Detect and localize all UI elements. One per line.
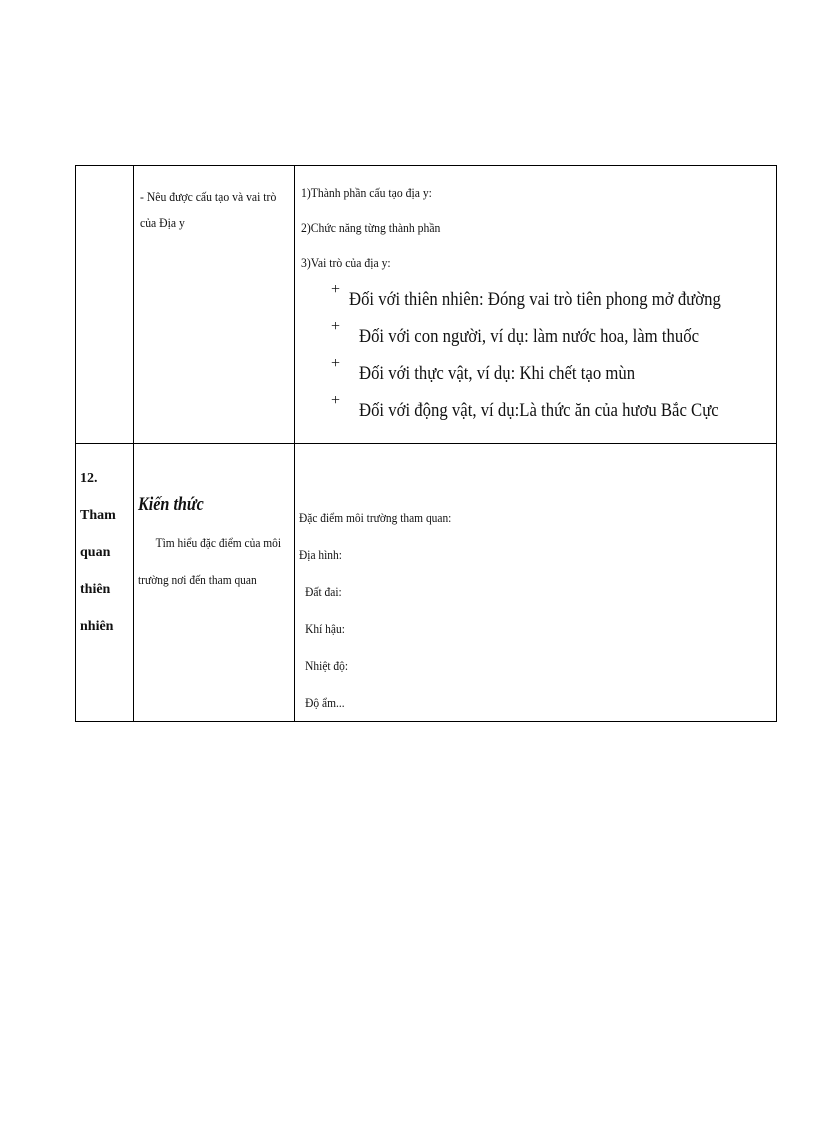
content-line: Đất đai:: [305, 584, 342, 599]
content-cell: [295, 166, 777, 444]
objective-cell: [134, 444, 295, 722]
list-item: [331, 355, 772, 392]
list-item: [331, 281, 772, 318]
content-cell: [295, 444, 777, 722]
objective-text: - Nêu được cấu tạo và vai trò của Địa y: [140, 189, 277, 230]
plus-bullet: +: [331, 281, 341, 298]
lesson-number: 12.: [80, 471, 98, 486]
content-item-2: 2)Chức năng từng thành phần: [301, 220, 441, 235]
list-item: [331, 318, 772, 355]
table-row: [76, 444, 777, 722]
content-line: Khí hậu:: [305, 621, 345, 636]
role-item-animals: Đối với động vật, ví dụ:Là thức ăn của hươu Bắc Cực: [359, 400, 719, 421]
content-item-1: 1)Thành phần cấu tạo địa y:: [301, 185, 432, 200]
list-item: [331, 392, 772, 429]
topic-line: nhiên: [80, 619, 114, 634]
objective-cell: [134, 166, 295, 444]
content-line: Độ ẩm...: [305, 695, 345, 710]
topic-line: Tham: [80, 508, 116, 523]
table-row: [76, 166, 777, 444]
role-item-plants: Đối với thực vật, ví dụ: Khi chết tạo mùn: [359, 363, 636, 384]
objective-text: Tìm hiểu đặc điểm của môi trường nơi đến tham quan: [138, 535, 282, 587]
content-line: Đặc điểm môi trường tham quan:: [299, 510, 452, 525]
role-item-human: Đối với con người, ví dụ: làm nước hoa, làm thuốc: [359, 326, 699, 347]
topic-line: thiên: [80, 582, 111, 597]
content-item-3: 3)Vai trò của địa y:: [301, 255, 391, 270]
topic-line: quan: [80, 545, 111, 560]
role-list: [331, 281, 772, 429]
topic-cell: [76, 444, 134, 722]
topic-cell-empty: [76, 166, 134, 444]
plus-bullet: +: [331, 392, 341, 409]
lesson-table: [75, 165, 777, 722]
plus-bullet: +: [331, 318, 341, 335]
content-line: Nhiệt độ:: [305, 658, 349, 673]
section-heading: Kiến thức: [138, 494, 204, 515]
role-item-nature: Đối với thiên nhiên: Đóng vai trò tiên phong mở đường: [349, 289, 722, 310]
content-line: Địa hình:: [299, 547, 342, 562]
plus-bullet: +: [331, 355, 341, 372]
